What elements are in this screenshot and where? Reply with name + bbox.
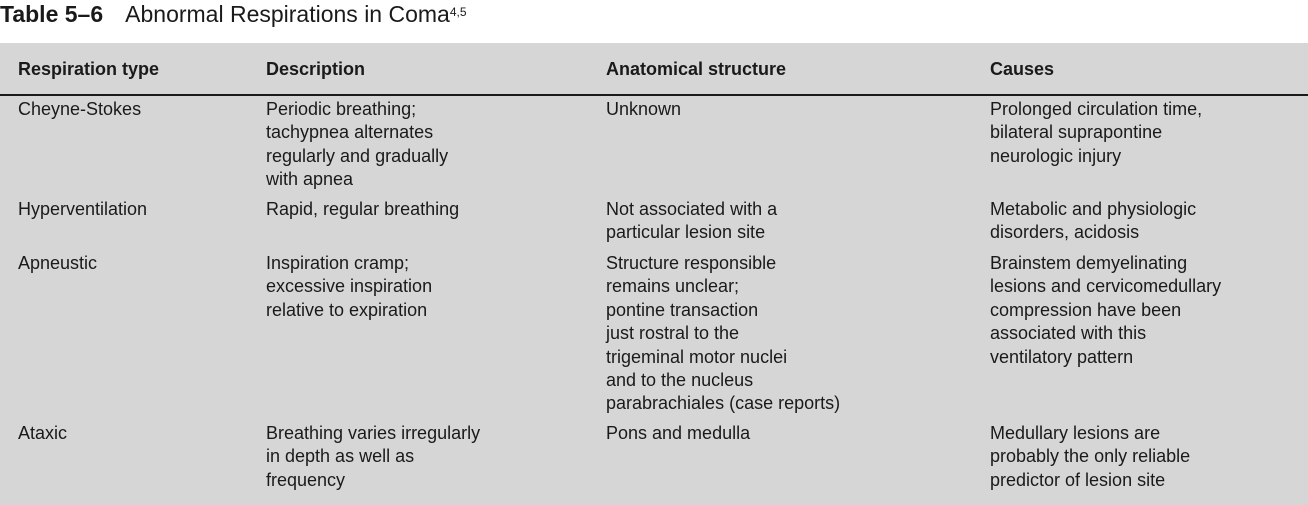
cell-causes: Brainstem demyelinating lesions and cervicomedullary compression have been associated with this ventilatory pattern	[990, 253, 1222, 367]
cell-description: Inspiration cramp; excessive inspiration relative to expiration	[266, 253, 433, 320]
cell-description: Rapid, regular breathing	[266, 199, 460, 219]
cell-causes: Prolonged circulation time, bilateral suprapontine neurologic injury	[990, 99, 1203, 166]
header-rule	[0, 94, 1308, 96]
table-caption	[0, 0, 467, 40]
cell-causes: Metabolic and physiologic disorders, acidosis	[990, 199, 1197, 243]
header-description: Description	[266, 59, 366, 79]
table-title: Abnormal Respirations in Coma	[125, 1, 450, 27]
header-anatomical-structure: Anatomical structure	[606, 59, 787, 79]
header-causes: Causes	[990, 59, 1055, 79]
reference-superscript: 4,5	[449, 5, 467, 19]
cell-anatomical-structure: Structure responsible remains unclear; pontine transaction just rostral to the trigeminal motor nuclei and to the nucleus parabrachiales (case reports)	[606, 253, 841, 414]
cell-causes: Medullary lesions are probably the only reliable predictor of lesion site	[990, 423, 1191, 490]
cell-anatomical-structure: Not associated with a particular lesion site	[606, 199, 778, 243]
respirations-table	[0, 43, 1308, 505]
table-header	[0, 43, 1308, 94]
cell-anatomical-structure: Unknown	[606, 99, 682, 119]
cell-description: Breathing varies irregularly in depth as well as frequency	[266, 423, 481, 490]
table-number: Table 5–6	[0, 1, 104, 27]
header-respiration-type: Respiration type	[18, 59, 160, 79]
cell-respiration-type: Ataxic	[18, 423, 68, 443]
cell-respiration-type: Hyperventilation	[18, 199, 148, 219]
cell-description: Periodic breathing; tachypnea alternates regularly and gradually with apnea	[266, 99, 449, 190]
cell-respiration-type: Cheyne-Stokes	[18, 99, 142, 119]
cell-respiration-type: Apneustic	[18, 253, 98, 273]
cell-anatomical-structure: Pons and medulla	[606, 423, 751, 443]
